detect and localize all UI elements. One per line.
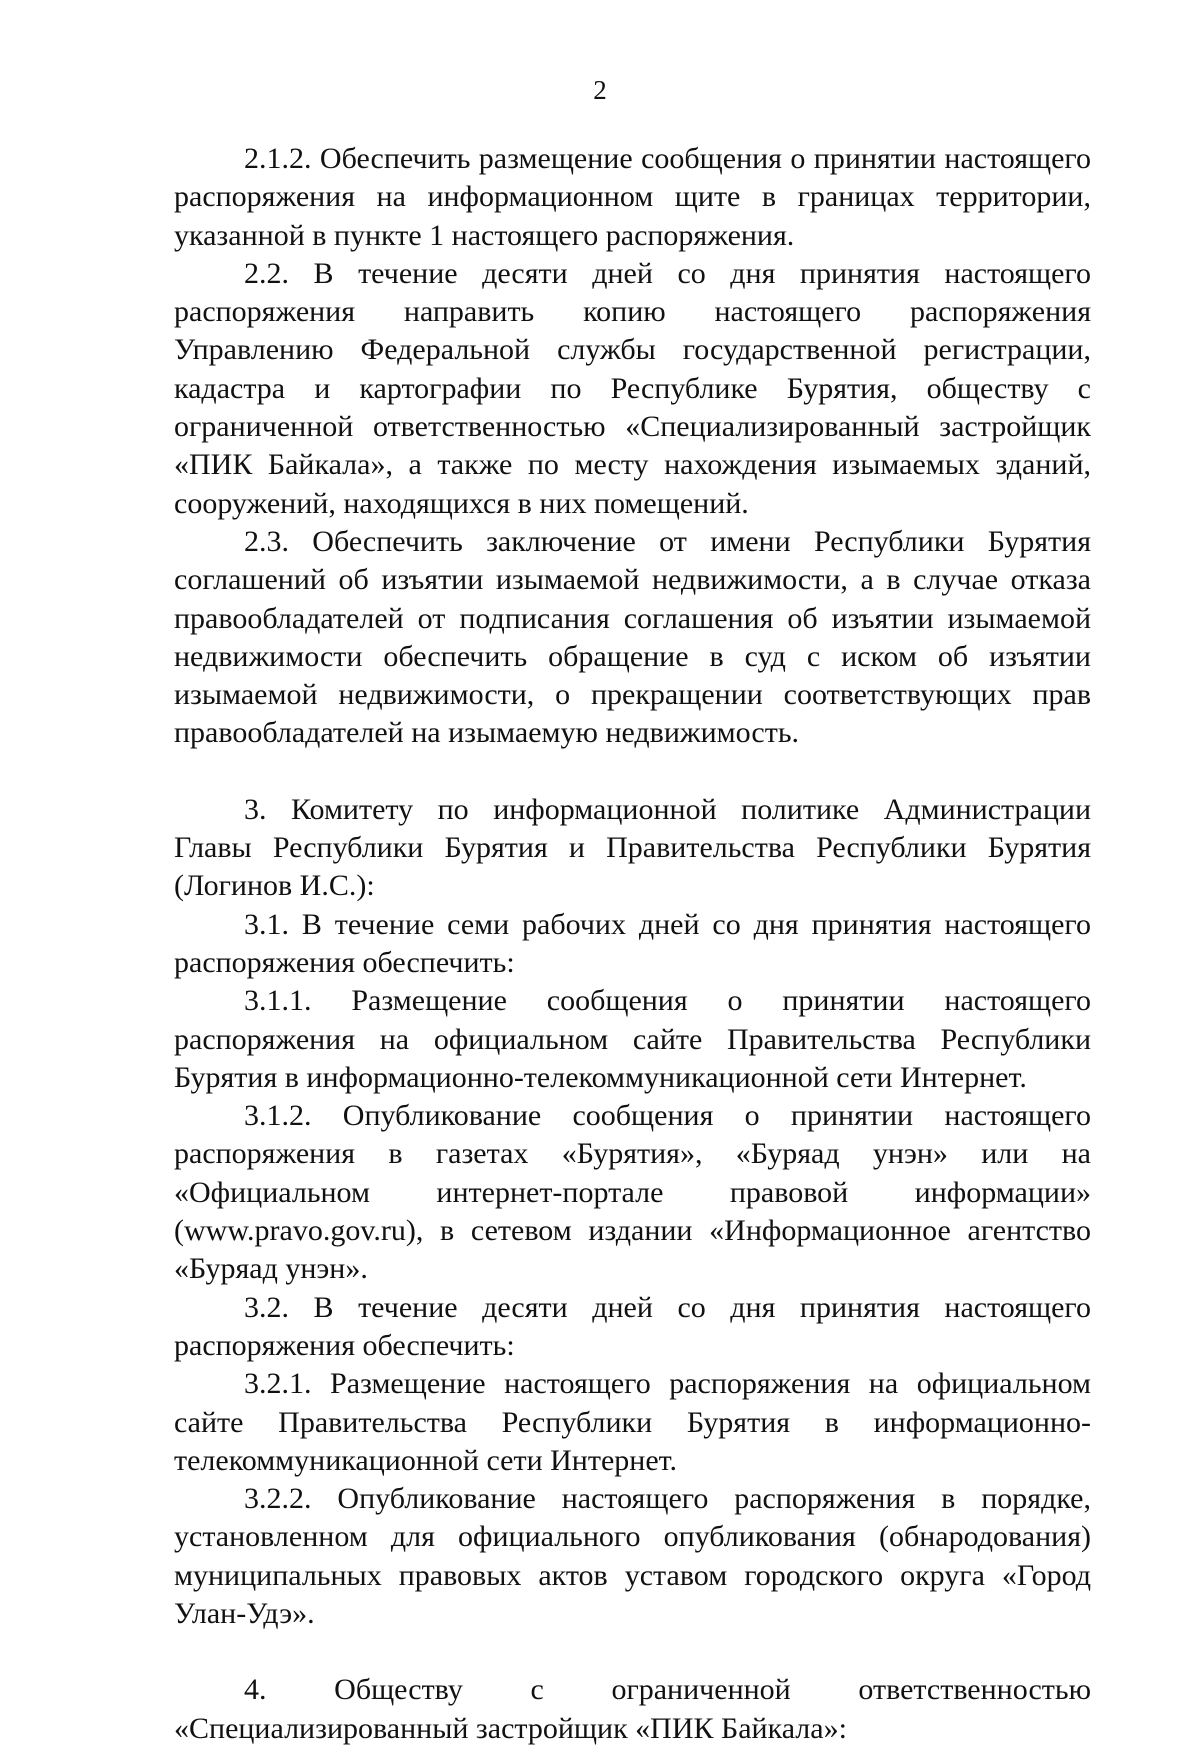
document-body — [174, 140, 1091, 1748]
page-number: 2 — [593, 75, 607, 105]
paragraph-2-1-2: 2.1.2. Обеспечить размещение сообщения о принятии настоящего распоряжения на информационном щите в границах территории, указанной в пункте 1 настоящего распоряжения. — [174, 142, 1091, 252]
paragraph-3-2-1: 3.2.1. Размещение настоящего распоряжения на официальном сайте Правительства Республики Бурятия в информационно-телекоммуникационной сети Интернет. — [174, 1367, 1091, 1477]
paragraph-2-2: 2.2. В течение десяти дней со дня принятия настоящего распоряжения направить копию настоящего распоряжения Управлению Федеральной службы государственной регистрации, кадастра и картографии по Республике Бурятия, обществу с ограниченной ответственностью «Специализированный застройщик «ПИК Байкала», а также по месту нахождения изымаемых зданий, сооружений, находящихся в них помещений. — [174, 256, 1091, 520]
section-spacer — [174, 1633, 1091, 1671]
paragraph-3-1-1: 3.1.1. Размещение сообщения о принятии настоящего распоряжения на официальном сайте Правительства Республики Бурятия в информационно-телекоммуникационной сети Интернет. — [174, 984, 1091, 1094]
paragraph-3-1: 3.1. В течение семи рабочих дней со дня принятия настоящего распоряжения обеспечить: — [174, 907, 1091, 979]
paragraph-3-2: 3.2. В течение десяти дней со дня принятия настоящего распоряжения обеспечить: — [174, 1290, 1091, 1362]
paragraph-3-1-2: 3.1.2. Опубликование сообщения о принятии настоящего распоряжения в газетах «Бурятия», «Буряад унэн» или на «Официальном интернет-портале правовой информации» (www.pravo.gov.ru), в сетевом издании «Информационное агентство «Буряад унэн». — [174, 1099, 1091, 1286]
paragraph-4: 4. Обществу с ограниченной ответственностью «Специализированный застройщик «ПИК Байкала»: — [174, 1673, 1091, 1745]
paragraph-3-2-2: 3.2.2. Опубликование настоящего распоряжения в порядке, установленном для официального опубликования (обнародования) муниципальных правовых актов уставом городского округа «Город Улан-Удэ». — [174, 1482, 1091, 1630]
paragraph-3: 3. Комитету по информационной политике Администрации Главы Республики Бурятия и Правительства Республики Бурятия (Логинов И.С.): — [174, 792, 1091, 903]
paragraph-2-3: 2.3. Обеспечить заключение от имени Республики Бурятия соглашений об изъятии изымаемой недвижимости, а в случае отказа правообладателей от подписания соглашения об изъятии изымаемой недвижимости обеспечить обращение в суд с иском об изъятии изымаемой недвижимости, о прекращении соответствующих прав правообладателей на изымаемую недвижимость. — [174, 524, 1091, 750]
section-spacer — [174, 753, 1091, 791]
